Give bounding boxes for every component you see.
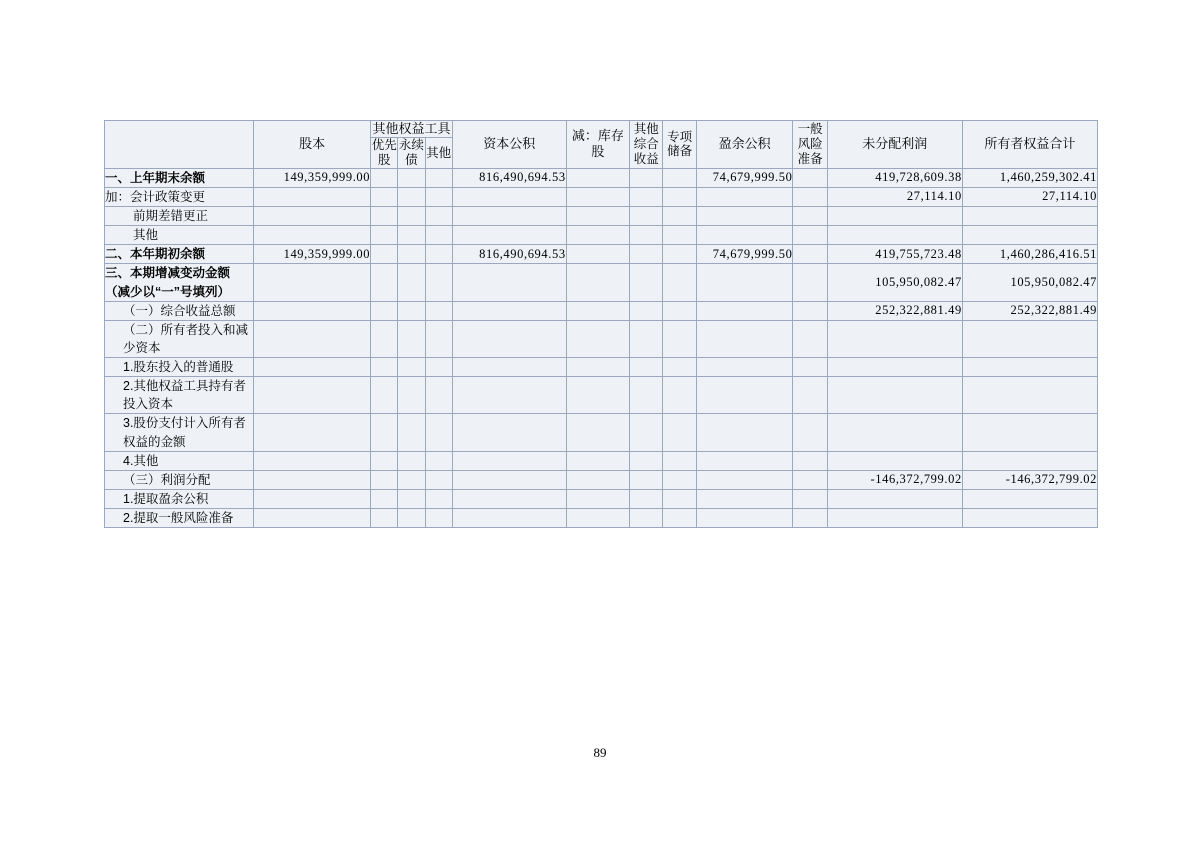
cell-share-capital bbox=[254, 226, 371, 245]
row-label: 三、本期增减变动金额（减少以“一”号填列） bbox=[105, 264, 254, 301]
cell-perpetual-bonds bbox=[398, 358, 425, 377]
cell-other-instruments bbox=[425, 168, 452, 187]
row-label: 加：会计政策变更 bbox=[105, 187, 254, 206]
cell-share-capital: 149,359,999.00 bbox=[254, 245, 371, 264]
cell-perpetual-bonds bbox=[398, 245, 425, 264]
cell-preferred-shares bbox=[371, 187, 398, 206]
cell-capital-reserve bbox=[452, 489, 566, 508]
cell-general-risk-reserve bbox=[793, 264, 827, 301]
header-less-treasury-stock: 减：库存股 bbox=[566, 121, 630, 169]
cell-preferred-shares bbox=[371, 301, 398, 320]
cell-surplus-reserve bbox=[696, 226, 793, 245]
cell-preferred-shares bbox=[371, 320, 398, 357]
cell-perpetual-bonds bbox=[398, 226, 425, 245]
row-label: 1.股东投入的普通股 bbox=[105, 358, 254, 377]
header-general-risk-reserve: 一般风险准备 bbox=[793, 121, 827, 169]
cell-surplus-reserve bbox=[696, 207, 793, 226]
cell-perpetual-bonds bbox=[398, 187, 425, 206]
cell-total-owners-equity: 27,114.10 bbox=[962, 187, 1097, 206]
cell-general-risk-reserve bbox=[793, 489, 827, 508]
header-surplus-reserve: 盈余公积 bbox=[696, 121, 793, 169]
row-label: 2.提取一般风险准备 bbox=[105, 509, 254, 528]
cell-preferred-shares bbox=[371, 470, 398, 489]
cell-share-capital bbox=[254, 187, 371, 206]
cell-general-risk-reserve bbox=[793, 451, 827, 470]
cell-capital-reserve bbox=[452, 377, 566, 414]
cell-less-treasury-stock bbox=[566, 301, 630, 320]
row-label: 二、本年期初余额 bbox=[105, 245, 254, 264]
cell-general-risk-reserve bbox=[793, 509, 827, 528]
cell-perpetual-bonds bbox=[398, 470, 425, 489]
cell-undistributed-profit bbox=[827, 489, 962, 508]
table-row bbox=[105, 320, 1098, 357]
cell-share-capital bbox=[254, 358, 371, 377]
cell-less-treasury-stock bbox=[566, 414, 630, 451]
row-label: 3.股份支付计入所有者权益的金额 bbox=[105, 414, 254, 451]
cell-surplus-reserve bbox=[696, 489, 793, 508]
cell-other-instruments bbox=[425, 509, 452, 528]
cell-other-instruments bbox=[425, 470, 452, 489]
cell-other-comprehensive-income bbox=[630, 358, 663, 377]
cell-other-instruments bbox=[425, 226, 452, 245]
header-row-1 bbox=[105, 121, 1098, 138]
cell-capital-reserve bbox=[452, 509, 566, 528]
table-row bbox=[105, 187, 1098, 206]
header-total-owners-equity: 所有者权益合计 bbox=[962, 121, 1097, 169]
table-row bbox=[105, 264, 1098, 301]
cell-undistributed-profit: 252,322,881.49 bbox=[827, 301, 962, 320]
cell-less-treasury-stock bbox=[566, 470, 630, 489]
cell-general-risk-reserve bbox=[793, 414, 827, 451]
cell-preferred-shares bbox=[371, 489, 398, 508]
cell-general-risk-reserve bbox=[793, 168, 827, 187]
cell-perpetual-bonds bbox=[398, 509, 425, 528]
cell-other-comprehensive-income bbox=[630, 451, 663, 470]
cell-surplus-reserve bbox=[696, 187, 793, 206]
cell-capital-reserve bbox=[452, 451, 566, 470]
cell-capital-reserve bbox=[452, 470, 566, 489]
cell-special-reserve bbox=[663, 245, 696, 264]
cell-less-treasury-stock bbox=[566, 245, 630, 264]
cell-total-owners-equity: -146,372,799.02 bbox=[962, 470, 1097, 489]
cell-total-owners-equity bbox=[962, 207, 1097, 226]
cell-special-reserve bbox=[663, 470, 696, 489]
row-label: （一）综合收益总额 bbox=[105, 301, 254, 320]
cell-other-comprehensive-income bbox=[630, 301, 663, 320]
cell-other-comprehensive-income bbox=[630, 264, 663, 301]
cell-preferred-shares bbox=[371, 377, 398, 414]
cell-share-capital bbox=[254, 414, 371, 451]
table-header bbox=[105, 121, 1098, 169]
cell-undistributed-profit: 419,755,723.48 bbox=[827, 245, 962, 264]
cell-general-risk-reserve bbox=[793, 226, 827, 245]
header-other-equity-instruments-group: 其他权益工具 bbox=[372, 121, 451, 136]
cell-less-treasury-stock bbox=[566, 489, 630, 508]
cell-other-comprehensive-income bbox=[630, 226, 663, 245]
cell-other-instruments bbox=[425, 377, 452, 414]
table-row bbox=[105, 414, 1098, 451]
cell-general-risk-reserve bbox=[793, 320, 827, 357]
cell-perpetual-bonds bbox=[398, 168, 425, 187]
cell-share-capital bbox=[254, 264, 371, 301]
cell-undistributed-profit bbox=[827, 377, 962, 414]
row-label: （二）所有者投入和减少资本 bbox=[105, 320, 254, 357]
cell-surplus-reserve bbox=[696, 358, 793, 377]
cell-undistributed-profit: 27,114.10 bbox=[827, 187, 962, 206]
cell-other-instruments bbox=[425, 264, 452, 301]
cell-share-capital bbox=[254, 301, 371, 320]
cell-share-capital bbox=[254, 207, 371, 226]
cell-preferred-shares bbox=[371, 264, 398, 301]
cell-other-instruments bbox=[425, 301, 452, 320]
cell-special-reserve bbox=[663, 358, 696, 377]
cell-capital-reserve bbox=[452, 414, 566, 451]
cell-perpetual-bonds bbox=[398, 320, 425, 357]
cell-other-instruments bbox=[425, 414, 452, 451]
cell-general-risk-reserve bbox=[793, 470, 827, 489]
cell-capital-reserve bbox=[452, 226, 566, 245]
cell-total-owners-equity bbox=[962, 414, 1097, 451]
cell-general-risk-reserve bbox=[793, 377, 827, 414]
cell-capital-reserve: 816,490,694.53 bbox=[452, 168, 566, 187]
cell-surplus-reserve bbox=[696, 301, 793, 320]
cell-special-reserve bbox=[663, 187, 696, 206]
cell-special-reserve bbox=[663, 377, 696, 414]
table-row bbox=[105, 377, 1098, 414]
table-row bbox=[105, 489, 1098, 508]
cell-capital-reserve bbox=[452, 264, 566, 301]
cell-preferred-shares bbox=[371, 245, 398, 264]
cell-general-risk-reserve bbox=[793, 245, 827, 264]
row-label: 1.提取盈余公积 bbox=[105, 489, 254, 508]
cell-general-risk-reserve bbox=[793, 358, 827, 377]
cell-preferred-shares bbox=[371, 168, 398, 187]
cell-preferred-shares bbox=[371, 509, 398, 528]
cell-other-comprehensive-income bbox=[630, 470, 663, 489]
cell-preferred-shares bbox=[371, 358, 398, 377]
cell-surplus-reserve bbox=[696, 377, 793, 414]
cell-general-risk-reserve bbox=[793, 301, 827, 320]
cell-less-treasury-stock bbox=[566, 264, 630, 301]
cell-preferred-shares bbox=[371, 414, 398, 451]
cell-other-comprehensive-income bbox=[630, 245, 663, 264]
table-row bbox=[105, 245, 1098, 264]
table-row bbox=[105, 358, 1098, 377]
cell-total-owners-equity bbox=[962, 509, 1097, 528]
cell-perpetual-bonds bbox=[398, 489, 425, 508]
row-label: 其他 bbox=[105, 226, 254, 245]
cell-surplus-reserve: 74,679,999.50 bbox=[696, 168, 793, 187]
cell-share-capital bbox=[254, 320, 371, 357]
cell-capital-reserve bbox=[452, 187, 566, 206]
cell-special-reserve bbox=[663, 264, 696, 301]
cell-perpetual-bonds bbox=[398, 414, 425, 451]
cell-other-comprehensive-income bbox=[630, 414, 663, 451]
table-row bbox=[105, 451, 1098, 470]
cell-perpetual-bonds bbox=[398, 301, 425, 320]
cell-special-reserve bbox=[663, 451, 696, 470]
cell-undistributed-profit: 105,950,082.47 bbox=[827, 264, 962, 301]
cell-capital-reserve bbox=[452, 320, 566, 357]
cell-other-comprehensive-income bbox=[630, 187, 663, 206]
header-other-instruments: 其他 bbox=[425, 138, 452, 169]
row-label: 2.其他权益工具持有者投入资本 bbox=[105, 377, 254, 414]
cell-undistributed-profit bbox=[827, 451, 962, 470]
cell-share-capital bbox=[254, 377, 371, 414]
cell-other-comprehensive-income bbox=[630, 207, 663, 226]
table-row bbox=[105, 301, 1098, 320]
cell-special-reserve bbox=[663, 489, 696, 508]
cell-total-owners-equity: 1,460,259,302.41 bbox=[962, 168, 1097, 187]
cell-special-reserve bbox=[663, 207, 696, 226]
cell-share-capital bbox=[254, 451, 371, 470]
cell-perpetual-bonds bbox=[398, 264, 425, 301]
cell-other-instruments bbox=[425, 320, 452, 357]
cell-other-instruments bbox=[425, 358, 452, 377]
header-perpetual-bonds: 永续债 bbox=[398, 138, 424, 167]
cell-perpetual-bonds bbox=[398, 377, 425, 414]
cell-less-treasury-stock bbox=[566, 207, 630, 226]
cell-general-risk-reserve bbox=[793, 207, 827, 226]
cell-special-reserve bbox=[663, 414, 696, 451]
header-other-comprehensive-income: 其他综合收益 bbox=[630, 121, 663, 169]
cell-less-treasury-stock bbox=[566, 226, 630, 245]
cell-other-comprehensive-income bbox=[630, 509, 663, 528]
cell-other-instruments bbox=[425, 187, 452, 206]
cell-special-reserve bbox=[663, 226, 696, 245]
table-row bbox=[105, 509, 1098, 528]
cell-total-owners-equity bbox=[962, 377, 1097, 414]
table-row bbox=[105, 470, 1098, 489]
equity-table bbox=[104, 120, 1098, 528]
cell-undistributed-profit bbox=[827, 320, 962, 357]
header-undistributed-profit: 未分配利润 bbox=[827, 121, 962, 169]
cell-share-capital bbox=[254, 489, 371, 508]
cell-other-comprehensive-income bbox=[630, 168, 663, 187]
cell-total-owners-equity: 105,950,082.47 bbox=[962, 264, 1097, 301]
cell-surplus-reserve bbox=[696, 264, 793, 301]
cell-other-instruments bbox=[425, 451, 452, 470]
header-preferred-shares: 优先股 bbox=[371, 138, 397, 167]
cell-other-comprehensive-income bbox=[630, 489, 663, 508]
cell-total-owners-equity: 252,322,881.49 bbox=[962, 301, 1097, 320]
cell-total-owners-equity: 1,460,286,416.51 bbox=[962, 245, 1097, 264]
cell-capital-reserve bbox=[452, 301, 566, 320]
cell-undistributed-profit bbox=[827, 358, 962, 377]
cell-preferred-shares bbox=[371, 226, 398, 245]
cell-less-treasury-stock bbox=[566, 187, 630, 206]
cell-less-treasury-stock bbox=[566, 168, 630, 187]
cell-other-instruments bbox=[425, 207, 452, 226]
cell-capital-reserve: 816,490,694.53 bbox=[452, 245, 566, 264]
cell-other-comprehensive-income bbox=[630, 377, 663, 414]
cell-surplus-reserve bbox=[696, 451, 793, 470]
cell-preferred-shares bbox=[371, 207, 398, 226]
cell-perpetual-bonds bbox=[398, 451, 425, 470]
cell-share-capital bbox=[254, 470, 371, 489]
cell-total-owners-equity bbox=[962, 358, 1097, 377]
cell-less-treasury-stock bbox=[566, 509, 630, 528]
cell-undistributed-profit bbox=[827, 226, 962, 245]
table-row bbox=[105, 168, 1098, 187]
cell-total-owners-equity bbox=[962, 226, 1097, 245]
cell-other-instruments bbox=[425, 245, 452, 264]
cell-less-treasury-stock bbox=[566, 377, 630, 414]
header-capital-reserve: 资本公积 bbox=[452, 121, 566, 169]
cell-surplus-reserve: 74,679,999.50 bbox=[696, 245, 793, 264]
cell-other-comprehensive-income bbox=[630, 320, 663, 357]
cell-undistributed-profit bbox=[827, 207, 962, 226]
page-number: 89 bbox=[593, 745, 607, 760]
cell-less-treasury-stock bbox=[566, 320, 630, 357]
row-label: （三）利润分配 bbox=[105, 470, 254, 489]
cell-undistributed-profit: 419,728,609.38 bbox=[827, 168, 962, 187]
statement-of-changes-in-equity-table bbox=[104, 120, 1098, 528]
cell-total-owners-equity bbox=[962, 320, 1097, 357]
cell-special-reserve bbox=[663, 509, 696, 528]
cell-share-capital bbox=[254, 509, 371, 528]
cell-special-reserve bbox=[663, 301, 696, 320]
cell-surplus-reserve bbox=[696, 414, 793, 451]
cell-general-risk-reserve bbox=[793, 187, 827, 206]
cell-other-instruments bbox=[425, 489, 452, 508]
table-body bbox=[105, 168, 1098, 527]
cell-undistributed-profit bbox=[827, 414, 962, 451]
cell-capital-reserve bbox=[452, 358, 566, 377]
cell-preferred-shares bbox=[371, 451, 398, 470]
row-label: 一、上年期末余额 bbox=[105, 168, 254, 187]
cell-total-owners-equity bbox=[962, 489, 1097, 508]
table-row bbox=[105, 207, 1098, 226]
cell-surplus-reserve bbox=[696, 509, 793, 528]
cell-total-owners-equity bbox=[962, 451, 1097, 470]
cell-special-reserve bbox=[663, 168, 696, 187]
cell-less-treasury-stock bbox=[566, 358, 630, 377]
cell-share-capital: 149,359,999.00 bbox=[254, 168, 371, 187]
cell-perpetual-bonds bbox=[398, 207, 425, 226]
header-row-label-col bbox=[105, 121, 254, 169]
row-label: 前期差错更正 bbox=[105, 207, 254, 226]
row-label: 4.其他 bbox=[105, 451, 254, 470]
cell-surplus-reserve bbox=[696, 320, 793, 357]
table-row bbox=[105, 226, 1098, 245]
cell-capital-reserve bbox=[452, 207, 566, 226]
cell-surplus-reserve bbox=[696, 470, 793, 489]
cell-less-treasury-stock bbox=[566, 451, 630, 470]
header-share-capital: 股本 bbox=[254, 121, 371, 169]
cell-undistributed-profit: -146,372,799.02 bbox=[827, 470, 962, 489]
cell-undistributed-profit bbox=[827, 509, 962, 528]
cell-special-reserve bbox=[663, 320, 696, 357]
header-special-reserve: 专项储备 bbox=[663, 121, 696, 169]
